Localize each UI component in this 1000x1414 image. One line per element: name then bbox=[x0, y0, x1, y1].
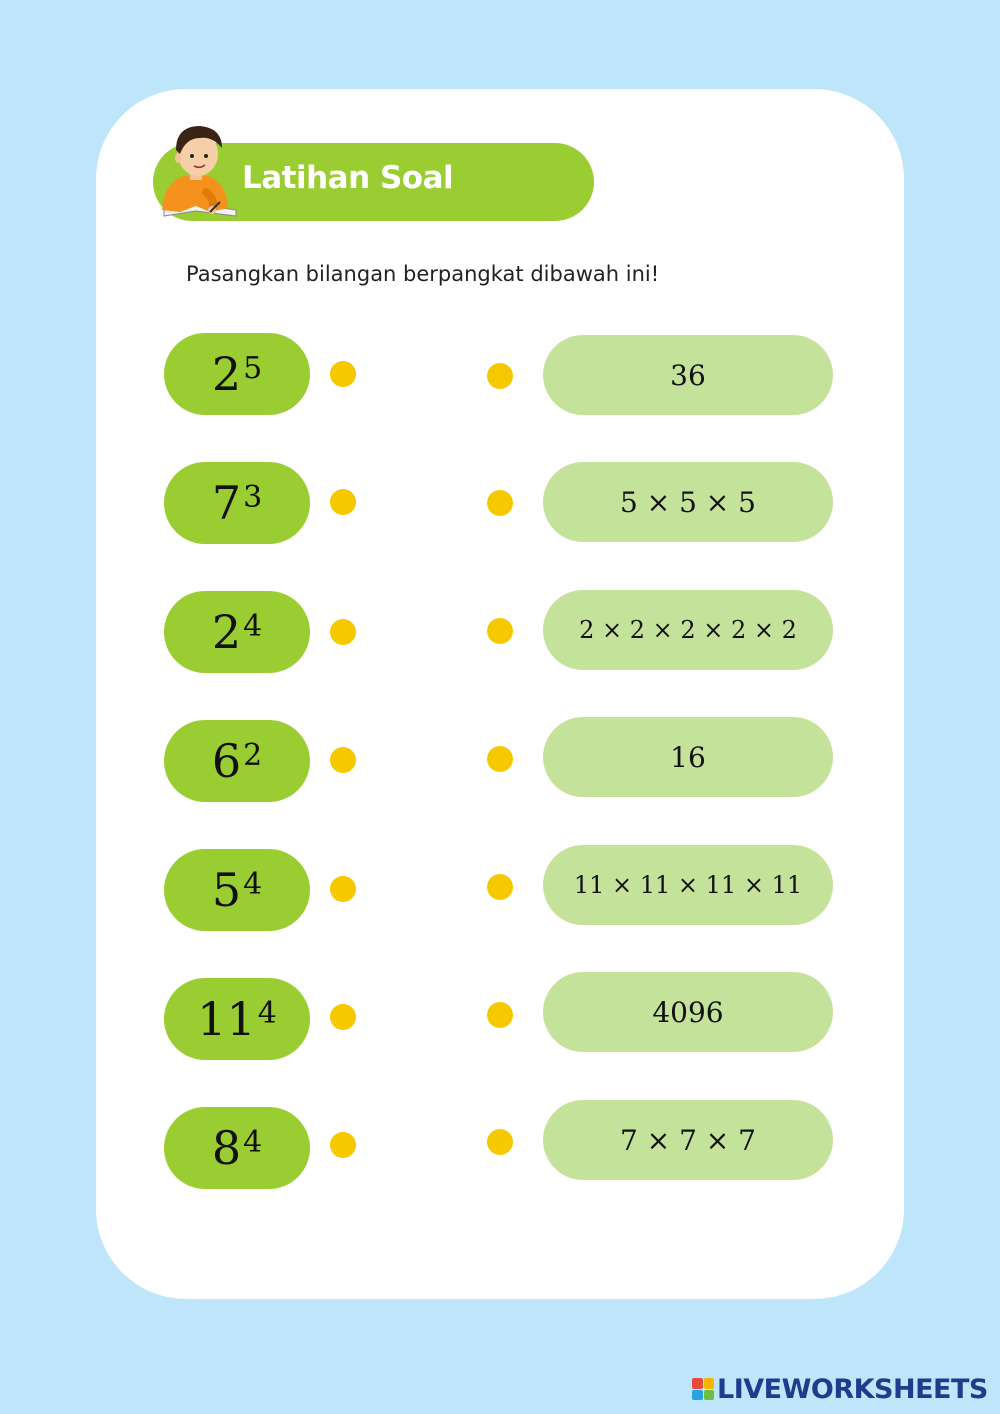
right-connector-dot-6[interactable] bbox=[487, 1002, 513, 1028]
logo-text: LIVEWORKSHEETS bbox=[717, 1373, 988, 1405]
power-item-5[interactable] bbox=[164, 849, 310, 931]
power-exponent: 4 bbox=[243, 866, 263, 902]
right-connector-dot-1[interactable] bbox=[487, 363, 513, 389]
right-connector-dot-4[interactable] bbox=[487, 746, 513, 772]
left-connector-dot-1[interactable] bbox=[330, 361, 356, 387]
power-base: 8 bbox=[211, 1121, 242, 1175]
power-exponent: 5 bbox=[243, 350, 263, 386]
right-connector-dot-2[interactable] bbox=[487, 490, 513, 516]
answer-item-3[interactable]: 2 × 2 × 2 × 2 × 2 bbox=[543, 590, 833, 670]
left-connector-dot-7[interactable] bbox=[330, 1132, 356, 1158]
power-item-6[interactable] bbox=[164, 978, 310, 1060]
left-connector-dot-3[interactable] bbox=[330, 619, 356, 645]
power-item-7[interactable] bbox=[164, 1107, 310, 1189]
power-exponent: 4 bbox=[257, 995, 277, 1031]
left-connector-dot-5[interactable] bbox=[330, 876, 356, 902]
right-connector-dot-5[interactable] bbox=[487, 874, 513, 900]
left-connector-dot-2[interactable] bbox=[330, 489, 356, 515]
answer-item-6[interactable]: 4096 bbox=[543, 972, 833, 1052]
instruction-text: Pasangkan bilangan berpangkat dibawah ini! bbox=[186, 262, 660, 286]
right-connector-dot-7[interactable] bbox=[487, 1129, 513, 1155]
power-item-1[interactable] bbox=[164, 333, 310, 415]
power-item-4[interactable] bbox=[164, 720, 310, 802]
power-base: 6 bbox=[211, 734, 242, 788]
power-exponent: 4 bbox=[243, 1124, 263, 1160]
power-base: 7 bbox=[211, 476, 242, 530]
power-base: 5 bbox=[211, 863, 242, 917]
power-base: 11 bbox=[197, 992, 256, 1046]
left-connector-dot-6[interactable] bbox=[330, 1004, 356, 1030]
power-exponent: 2 bbox=[243, 737, 263, 773]
answer-item-2[interactable]: 5 × 5 × 5 bbox=[543, 462, 833, 542]
power-exponent: 3 bbox=[243, 479, 263, 515]
left-connector-dot-4[interactable] bbox=[330, 747, 356, 773]
worksheet-title: Latihan Soal bbox=[242, 160, 454, 196]
answer-item-5[interactable]: 11 × 11 × 11 × 11 bbox=[543, 845, 833, 925]
answer-item-4[interactable]: 16 bbox=[543, 717, 833, 797]
power-base: 2 bbox=[211, 605, 242, 659]
student-writing-icon bbox=[150, 118, 246, 224]
answer-item-1[interactable]: 36 bbox=[543, 335, 833, 415]
power-exponent: 4 bbox=[243, 608, 263, 644]
answer-item-7[interactable]: 7 × 7 × 7 bbox=[543, 1100, 833, 1180]
right-connector-dot-3[interactable] bbox=[487, 618, 513, 644]
liveworksheets-logo-icon bbox=[692, 1378, 714, 1400]
power-item-3[interactable] bbox=[164, 591, 310, 673]
liveworksheets-logo bbox=[692, 1374, 988, 1404]
power-base: 2 bbox=[211, 347, 242, 401]
power-item-2[interactable] bbox=[164, 462, 310, 544]
